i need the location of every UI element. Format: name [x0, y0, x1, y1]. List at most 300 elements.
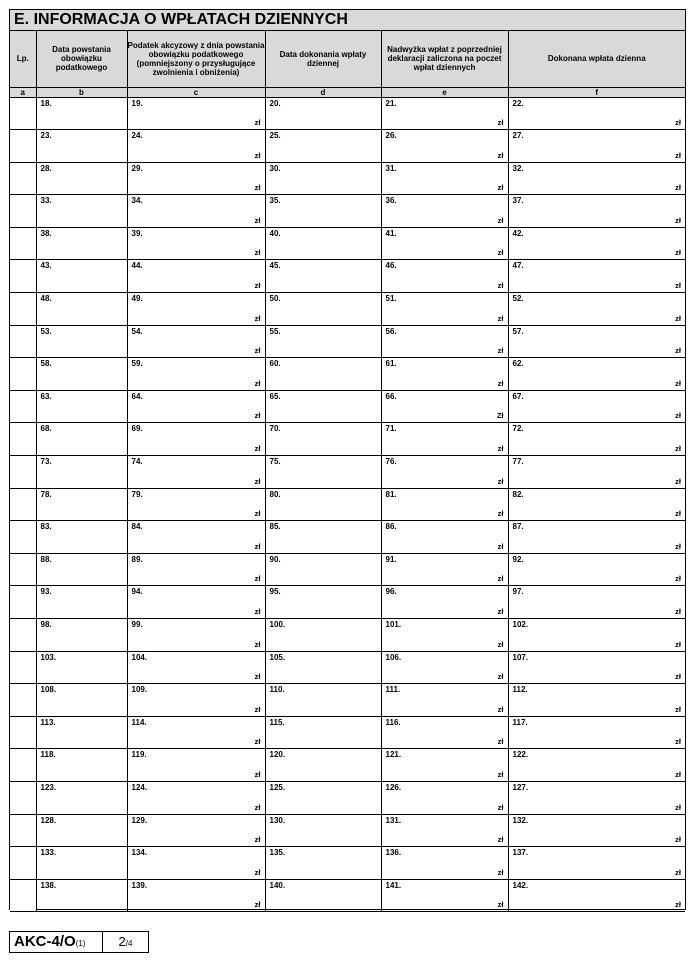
currency-label: zł [497, 835, 504, 845]
field-surplus[interactable] [381, 847, 508, 880]
currency-label: zł [675, 509, 681, 519]
field-excise-tax[interactable] [127, 260, 265, 293]
field-number: 82. [512, 489, 524, 499]
field-number: 56. [385, 326, 397, 336]
field-number: 32. [512, 163, 524, 173]
currency-label: zł [254, 802, 261, 812]
field-daily-payment[interactable] [508, 456, 685, 489]
field-tax-obligation-date[interactable] [36, 716, 127, 749]
currency-label: zł [254, 704, 261, 714]
currency-label: zł [675, 574, 681, 584]
field-tax-obligation-date[interactable] [36, 293, 127, 326]
field-number: 55. [269, 326, 281, 336]
field-number: 38. [40, 228, 52, 238]
field-excise-tax[interactable] [127, 586, 265, 619]
field-number: 94. [131, 587, 143, 597]
field-number: 118. [40, 750, 56, 760]
field-number: 106. [385, 652, 402, 662]
field-daily-payment[interactable] [508, 97, 685, 130]
field-surplus[interactable] [381, 619, 508, 652]
field-excise-tax[interactable] [127, 619, 265, 652]
field-payment-date[interactable] [265, 716, 381, 749]
field-tax-obligation-date[interactable] [36, 97, 127, 130]
field-number: 41. [385, 228, 397, 238]
field-surplus[interactable] [381, 325, 508, 358]
field-tax-obligation-date[interactable] [36, 749, 127, 782]
row-number-cell [10, 488, 36, 521]
field-number: 111. [385, 685, 401, 695]
currency-label: zł [497, 607, 504, 616]
currency-label: zł [254, 215, 261, 225]
field-daily-payment[interactable] [508, 781, 685, 814]
field-number: 127. [512, 782, 529, 792]
currency-label: zł [254, 672, 261, 682]
currency-label: zł [254, 900, 261, 910]
field-tax-obligation-date[interactable] [36, 651, 127, 684]
field-number: 114. [131, 717, 147, 727]
field-number: 29. [131, 163, 143, 173]
table-row [10, 130, 685, 163]
field-excise-tax[interactable] [127, 456, 265, 489]
letter-f: f [508, 87, 685, 97]
field-payment-date[interactable] [265, 488, 381, 521]
field-number: 72. [512, 424, 524, 434]
field-payment-date[interactable] [265, 684, 381, 717]
field-payment-date[interactable] [265, 423, 381, 456]
field-payment-date[interactable] [265, 619, 381, 652]
field-number: 89. [131, 554, 143, 564]
field-number: 36. [385, 196, 397, 206]
row-number-cell [10, 325, 36, 358]
field-number: 92. [512, 554, 524, 564]
currency-label: zł [497, 183, 504, 193]
field-payment-date[interactable] [265, 260, 381, 293]
field-payment-date[interactable] [265, 293, 381, 326]
field-daily-payment[interactable] [508, 227, 685, 260]
field-number: 132. [512, 815, 529, 825]
table-row [10, 227, 685, 260]
field-excise-tax[interactable] [127, 847, 265, 880]
field-tax-obligation-date[interactable] [36, 195, 127, 228]
field-excise-tax[interactable] [127, 553, 265, 586]
field-tax-obligation-date[interactable] [36, 390, 127, 423]
field-number: 24. [131, 131, 143, 141]
field-payment-date[interactable] [265, 586, 381, 619]
field-payment-date[interactable] [265, 651, 381, 684]
field-number: 73. [40, 457, 52, 467]
field-surplus[interactable] [381, 684, 508, 717]
currency-label: zł [254, 541, 261, 551]
field-number: 128. [40, 815, 57, 825]
row-number-cell [10, 293, 36, 326]
field-surplus[interactable] [381, 227, 508, 260]
field-number: 44. [131, 261, 143, 271]
field-number: 142. [512, 880, 529, 890]
currency-label: zł [675, 378, 681, 388]
letter-e: e [381, 87, 508, 97]
field-excise-tax[interactable] [127, 423, 265, 456]
currency-label: zł [254, 867, 261, 877]
field-number: 102. [512, 620, 529, 629]
currency-label: zł [254, 769, 261, 779]
field-number: 134. [131, 848, 148, 858]
field-number: 121. [385, 750, 402, 760]
field-number: 120. [269, 750, 286, 760]
field-daily-payment[interactable] [508, 553, 685, 586]
field-surplus[interactable] [381, 488, 508, 521]
row-number-cell [10, 358, 36, 391]
field-tax-obligation-date[interactable] [36, 586, 127, 619]
field-tax-obligation-date[interactable] [36, 684, 127, 717]
field-tax-obligation-date[interactable] [36, 814, 127, 847]
field-surplus[interactable] [381, 97, 508, 130]
field-daily-payment[interactable] [508, 749, 685, 782]
field-tax-obligation-date[interactable] [36, 456, 127, 489]
table-row [10, 390, 685, 423]
field-surplus[interactable] [381, 195, 508, 228]
field-payment-date[interactable] [265, 195, 381, 228]
field-number: 100. [269, 620, 286, 629]
field-surplus[interactable] [381, 260, 508, 293]
currency-label: zł [254, 346, 261, 356]
row-number-cell [10, 130, 36, 163]
currency-label: zł [497, 150, 504, 160]
field-number: 37. [512, 196, 524, 206]
field-excise-tax[interactable] [127, 130, 265, 163]
row-number-cell [10, 847, 36, 880]
header-surplus: Nadwyżka wpłat z poprzedniej deklaracji zaliczona na poczet wpłat dziennych [381, 31, 508, 87]
table-row [10, 456, 685, 489]
field-surplus[interactable] [381, 521, 508, 554]
field-number: 27. [512, 131, 524, 141]
field-payment-date[interactable] [265, 227, 381, 260]
field-payment-date[interactable] [265, 879, 381, 912]
currency-label: zł [254, 281, 261, 291]
currency-label: zł [497, 672, 504, 682]
form-version: (1) [75, 939, 86, 948]
field-tax-obligation-date[interactable] [36, 781, 127, 814]
table-row [10, 521, 685, 554]
field-number: 125. [269, 782, 286, 792]
table-body [10, 97, 685, 912]
field-tax-obligation-date[interactable] [36, 325, 127, 358]
field-number: 64. [131, 391, 143, 401]
currency-label: zł [497, 281, 504, 291]
field-payment-date[interactable] [265, 521, 381, 554]
row-number-cell [10, 260, 36, 293]
field-daily-payment[interactable] [508, 716, 685, 749]
field-excise-tax[interactable] [127, 227, 265, 260]
field-tax-obligation-date[interactable] [36, 358, 127, 391]
field-excise-tax[interactable] [127, 781, 265, 814]
field-daily-payment[interactable] [508, 586, 685, 619]
field-number: 76. [385, 457, 397, 467]
field-number: 51. [385, 294, 397, 304]
field-number: 130. [269, 815, 286, 825]
field-number: 80. [269, 489, 281, 499]
field-excise-tax[interactable] [127, 358, 265, 391]
field-daily-payment[interactable] [508, 619, 685, 652]
table-row [10, 781, 685, 814]
field-surplus[interactable] [381, 423, 508, 456]
field-number: 123. [40, 782, 57, 792]
field-number: 135. [269, 848, 286, 858]
field-payment-date[interactable] [265, 97, 381, 130]
header-excise-tax: Podatek akcyzowy z dnia powstania obowiązku podatkowego (pomniejszony o przysługujące zwolnienia i obniżenia) [127, 31, 265, 87]
field-tax-obligation-date[interactable] [36, 162, 127, 195]
currency-label: zł [254, 118, 261, 128]
field-number: 23. [40, 131, 52, 141]
field-number: 54. [131, 326, 143, 336]
field-tax-obligation-date[interactable] [36, 879, 127, 912]
currency-label: zł [497, 639, 504, 649]
row-number-cell [10, 390, 36, 423]
field-number: 65. [269, 391, 281, 401]
field-number: 31. [385, 163, 397, 173]
field-daily-payment[interactable] [508, 488, 685, 521]
table-row [10, 325, 685, 358]
field-number: 103. [40, 652, 57, 662]
currency-label: zł [675, 639, 681, 649]
currency-label: zł [497, 769, 504, 779]
field-number: 124. [131, 782, 148, 792]
currency-label: zł [675, 607, 681, 616]
field-daily-payment[interactable] [508, 847, 685, 880]
field-excise-tax[interactable] [127, 488, 265, 521]
field-excise-tax[interactable] [127, 390, 265, 423]
field-excise-tax[interactable] [127, 716, 265, 749]
field-number: 137. [512, 848, 529, 858]
field-excise-tax[interactable] [127, 684, 265, 717]
table-row [10, 684, 685, 717]
field-payment-date[interactable] [265, 814, 381, 847]
field-surplus[interactable] [381, 651, 508, 684]
field-surplus[interactable] [381, 586, 508, 619]
field-number: 42. [512, 228, 524, 238]
header-row [10, 31, 685, 87]
field-number: 83. [40, 522, 52, 532]
field-daily-payment[interactable] [508, 390, 685, 423]
currency-label: zł [675, 835, 681, 845]
field-daily-payment[interactable] [508, 879, 685, 912]
field-number: 67. [512, 391, 524, 401]
row-number-cell [10, 781, 36, 814]
field-excise-tax[interactable] [127, 879, 265, 912]
table-row [10, 879, 685, 912]
field-tax-obligation-date[interactable] [36, 423, 127, 456]
field-number: 115. [269, 717, 285, 727]
field-daily-payment[interactable] [508, 684, 685, 717]
field-number: 63. [40, 391, 52, 401]
field-daily-payment[interactable] [508, 651, 685, 684]
table-row [10, 358, 685, 391]
field-payment-date[interactable] [265, 130, 381, 163]
field-excise-tax[interactable] [127, 162, 265, 195]
currency-label: zł [254, 737, 261, 747]
field-number: 47. [512, 261, 524, 271]
field-number: 26. [385, 131, 397, 141]
field-payment-date[interactable] [265, 553, 381, 586]
currency-label: zł [497, 346, 504, 356]
currency-label: zł [675, 704, 681, 714]
currency-label: zł [497, 313, 504, 323]
field-surplus[interactable] [381, 390, 508, 423]
row-number-cell [10, 521, 36, 554]
field-number: 50. [269, 294, 281, 304]
field-daily-payment[interactable] [508, 521, 685, 554]
field-excise-tax[interactable] [127, 521, 265, 554]
currency-label: zł [497, 248, 504, 258]
field-excise-tax[interactable] [127, 325, 265, 358]
letter-d: d [265, 87, 381, 97]
currency-label: zł [675, 118, 681, 128]
field-tax-obligation-date[interactable] [36, 260, 127, 293]
row-number-cell [10, 879, 36, 912]
currency-label: zł [675, 476, 681, 486]
field-tax-obligation-date[interactable] [36, 488, 127, 521]
field-number: 84. [131, 522, 143, 532]
field-excise-tax[interactable] [127, 651, 265, 684]
field-number: 91. [385, 554, 397, 564]
field-payment-date[interactable] [265, 456, 381, 489]
field-tax-obligation-date[interactable] [36, 553, 127, 586]
field-excise-tax[interactable] [127, 97, 265, 130]
field-daily-payment[interactable] [508, 814, 685, 847]
field-number: 104. [131, 652, 148, 662]
header-tax-obligation-date: Data powstania obowiązku podatkowego [36, 31, 127, 87]
field-surplus[interactable] [381, 293, 508, 326]
field-number: 88. [40, 554, 52, 564]
field-number: 68. [40, 424, 52, 434]
field-daily-payment[interactable] [508, 293, 685, 326]
field-tax-obligation-date[interactable] [36, 227, 127, 260]
field-surplus[interactable] [381, 814, 508, 847]
field-number: 107. [512, 652, 529, 662]
row-number-cell [10, 814, 36, 847]
daily-payments-table [10, 31, 685, 912]
field-payment-date[interactable] [265, 358, 381, 391]
field-number: 18. [40, 98, 52, 108]
field-number: 71. [385, 424, 397, 434]
currency-label: zł [497, 737, 504, 747]
currency-label: zł [254, 509, 261, 519]
row-number-cell [10, 195, 36, 228]
field-number: 109. [131, 685, 148, 695]
currency-label: zł [254, 444, 261, 454]
currency-label: zł [254, 313, 261, 323]
field-daily-payment[interactable] [508, 130, 685, 163]
field-daily-payment[interactable] [508, 358, 685, 391]
currency-label: zł [497, 118, 504, 128]
form-code-box [10, 932, 103, 952]
field-number: 59. [131, 359, 143, 369]
field-surplus[interactable] [381, 456, 508, 489]
field-number: 131. [385, 815, 402, 825]
field-daily-payment[interactable] [508, 195, 685, 228]
field-daily-payment[interactable] [508, 260, 685, 293]
field-number: 90. [269, 554, 281, 564]
currency-label: zł [497, 444, 504, 454]
currency-label: zł [497, 476, 504, 486]
field-number: 129. [131, 815, 148, 825]
currency-label: zł [675, 802, 681, 812]
field-excise-tax[interactable] [127, 814, 265, 847]
table-row [10, 586, 685, 619]
header-lp: Lp. [10, 31, 36, 87]
currency-label: zł [675, 248, 681, 258]
field-payment-date[interactable] [265, 781, 381, 814]
currency-label: zł [675, 215, 681, 225]
field-number: 70. [269, 424, 281, 434]
field-number: 57. [512, 326, 524, 336]
field-surplus[interactable] [381, 553, 508, 586]
table-row [10, 488, 685, 521]
field-daily-payment[interactable] [508, 162, 685, 195]
row-number-cell [10, 716, 36, 749]
table-row [10, 814, 685, 847]
field-daily-payment[interactable] [508, 423, 685, 456]
field-surplus[interactable] [381, 358, 508, 391]
field-number: 33. [40, 196, 52, 206]
field-tax-obligation-date[interactable] [36, 130, 127, 163]
field-excise-tax[interactable] [127, 749, 265, 782]
field-payment-date[interactable] [265, 749, 381, 782]
field-payment-date[interactable] [265, 847, 381, 880]
table-row [10, 553, 685, 586]
page-total: /4 [125, 939, 133, 948]
field-surplus[interactable] [381, 879, 508, 912]
currency-label: zł [675, 737, 681, 747]
field-number: 43. [40, 261, 52, 271]
field-surplus[interactable] [381, 749, 508, 782]
field-number: 28. [40, 163, 52, 173]
field-payment-date[interactable] [265, 325, 381, 358]
field-number: 140. [269, 880, 286, 890]
currency-label: zł [254, 835, 261, 845]
field-surplus[interactable] [381, 130, 508, 163]
field-number: 133. [40, 848, 57, 858]
field-excise-tax[interactable] [127, 293, 265, 326]
field-number: 119. [131, 750, 147, 760]
field-number: 45. [269, 261, 281, 271]
field-number: 138. [40, 880, 57, 890]
field-tax-obligation-date[interactable] [36, 521, 127, 554]
field-tax-obligation-date[interactable] [36, 619, 127, 652]
field-surplus[interactable] [381, 162, 508, 195]
field-payment-date[interactable] [265, 162, 381, 195]
field-number: 30. [269, 163, 281, 173]
field-number: 35. [269, 196, 281, 206]
form-footer [9, 931, 149, 953]
currency-label: zł [254, 183, 261, 193]
field-tax-obligation-date[interactable] [36, 847, 127, 880]
field-surplus[interactable] [381, 781, 508, 814]
field-number: 122. [512, 750, 529, 760]
row-number-cell [10, 619, 36, 652]
row-number-cell [10, 586, 36, 619]
field-excise-tax[interactable] [127, 195, 265, 228]
field-surplus[interactable] [381, 716, 508, 749]
field-payment-date[interactable] [265, 390, 381, 423]
section-title: E. INFORMACJA O WPŁATACH DZIENNYCH [10, 10, 685, 31]
table-row [10, 423, 685, 456]
currency-label: zł [497, 574, 504, 584]
field-number: 105. [269, 652, 286, 662]
table-row [10, 293, 685, 326]
field-number: 25. [269, 131, 281, 141]
field-number: 126. [385, 782, 402, 792]
field-daily-payment[interactable] [508, 325, 685, 358]
